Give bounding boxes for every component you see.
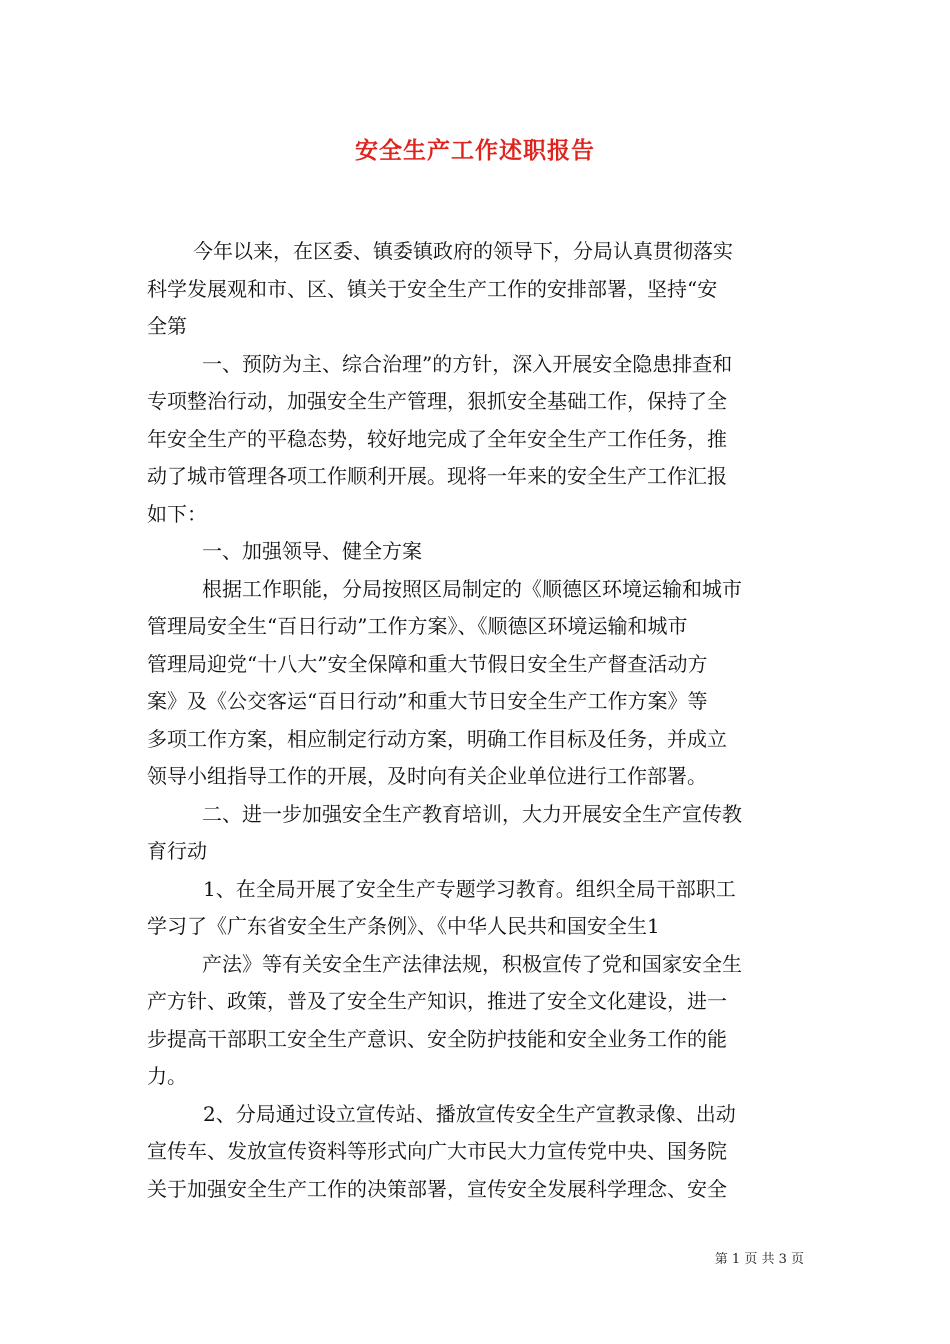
body-line: 产方针、政策，普及了安全生产知识，推进了安全文化建设，进一 (147, 989, 727, 1013)
body-line: 根据工作职能，分局按照区局制定的《顺德区环境运输和城市 (202, 576, 742, 601)
document-body (147, 233, 809, 1208)
body-line: 管理局安全生“百日行动”工作方案》、《顺德区环境运输和城市 (147, 614, 688, 638)
body-line: 宣传车、发放宣传资料等形式向广大市民大力宣传党中央、国务院 (147, 1139, 727, 1163)
body-line: 专项整治行动，加强安全生产管理，狠抓安全基础工作，保持了全 (147, 389, 727, 413)
body-line: 学习了《广东省安全生产条例》、《中华人民共和国安全生1 (147, 914, 660, 938)
body-line: 力。 (147, 1064, 187, 1088)
body-line: 科学发展观和市、区、镇关于安全生产工作的安排部署，坚持“安 (147, 276, 718, 301)
section-heading: 一、加强领导、健全方案 (202, 539, 422, 563)
body-line: 2、分局通过设立宣传站、播放宣传安全生产宣教录像、出动 (203, 1101, 736, 1126)
body-line: 全第 (147, 314, 187, 338)
body-line: 管理局迎党“十八大”安全保障和重大节假日安全生产督查活动方 (147, 651, 708, 676)
section-heading: 育行动 (147, 839, 207, 863)
body-line: 领导小组指导工作的开展，及时向有关企业单位进行工作部署。 (147, 764, 707, 788)
body-line: 今年以来，在区委、镇委镇政府的领导下，分局认真贯彻落实 (193, 239, 733, 263)
body-line: 动了城市管理各项工作顺利开展。现将一年来的安全生产工作汇报 (147, 464, 727, 488)
body-line: 年安全生产的平稳态势，较好地完成了全年安全生产工作任务，推 (147, 426, 727, 451)
body-line: 如下： (147, 501, 207, 526)
body-line: 一、预防为主、综合治理”的方针，深入开展安全隐患排查和 (202, 351, 733, 376)
page-number: 第 1 页 共 3 页 (714, 1252, 804, 1267)
body-line: 多项工作方案，相应制定行动方案，明确工作目标及任务，并成立 (147, 726, 727, 751)
body-line: 产法》等有关安全生产法律法规，积极宣传了党和国家安全生 (202, 951, 742, 976)
body-line: 案》及《公交客运“百日行动”和重大节日安全生产工作方案》等 (147, 689, 708, 713)
body-line: 步提高干部职工安全生产意识、安全防护技能和安全业务工作的能 (147, 1026, 727, 1051)
body-line: 1、在全局开展了安全生产专题学习教育。组织全局干部职工 (203, 876, 736, 901)
section-heading: 二、进一步加强安全生产教育培训，大力开展安全生产宣传教 (202, 801, 742, 826)
document-title: 安全生产工作述职报告 (355, 137, 595, 164)
body-line: 关于加强安全生产工作的决策部署，宣传安全发展科学理念、安全 (147, 1176, 727, 1201)
